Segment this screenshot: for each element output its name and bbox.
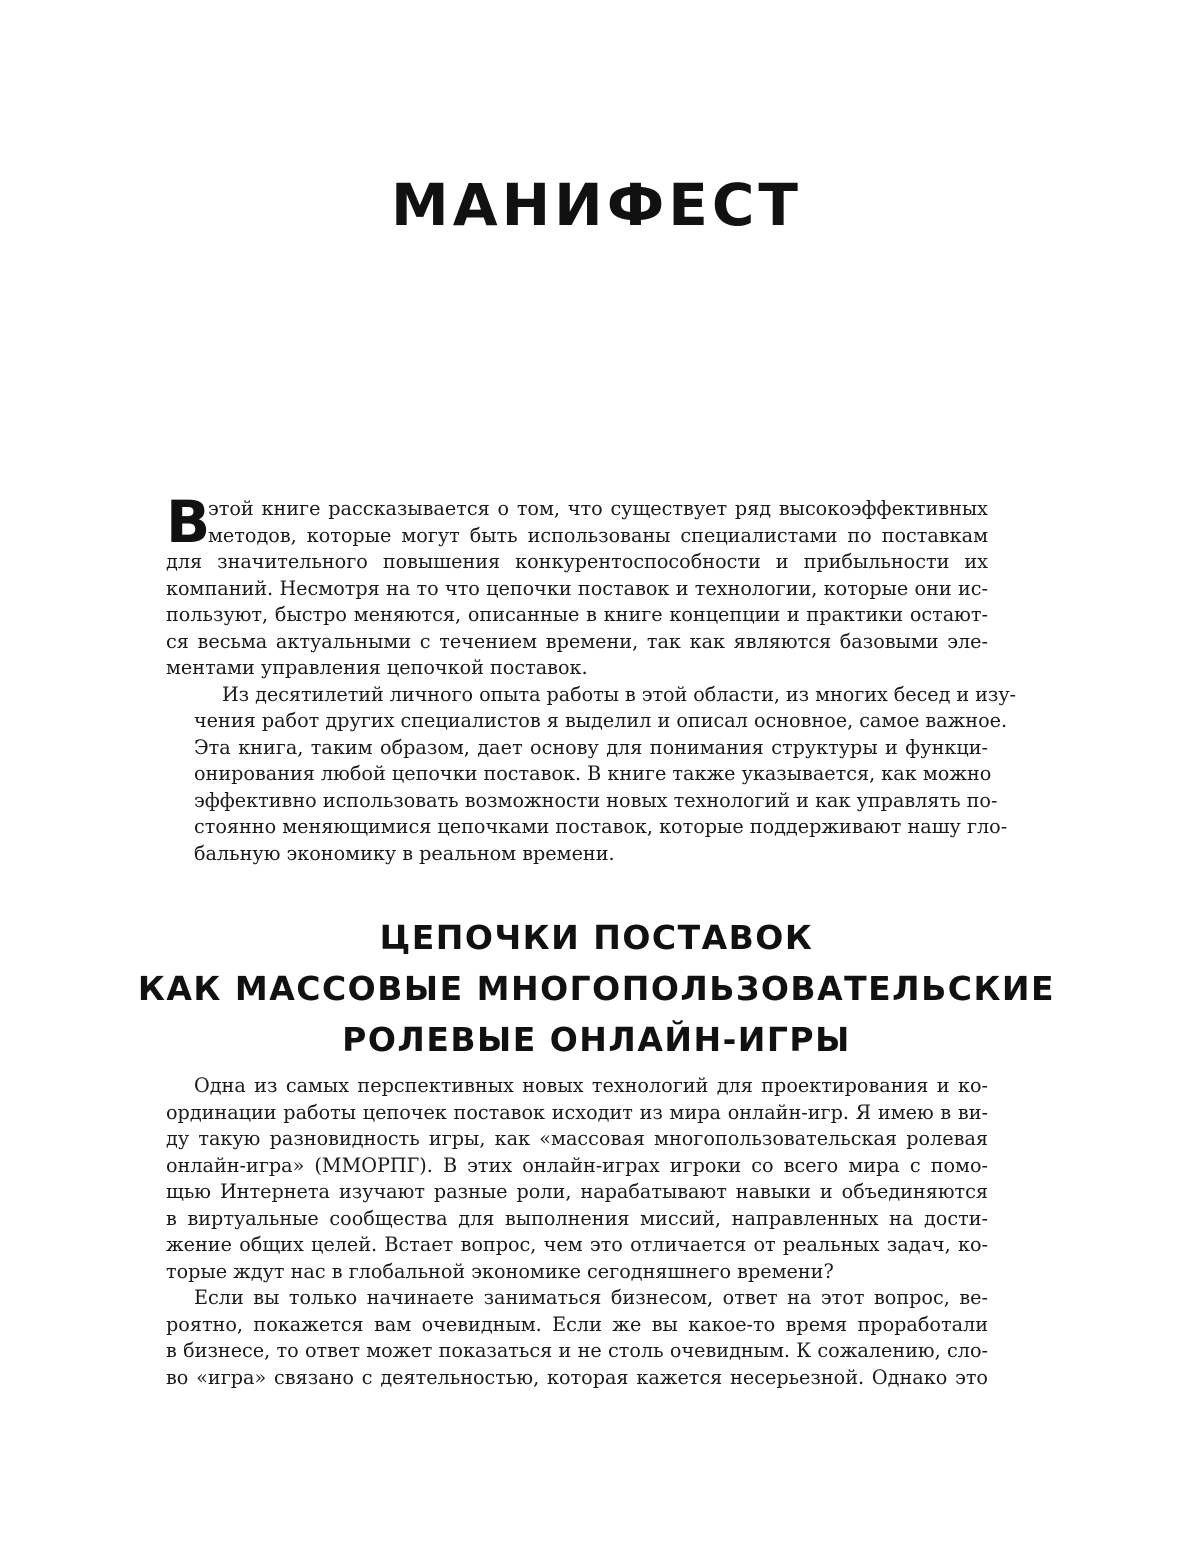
paragraph-line: Если вы только начинаете заниматься бизнесом, ответ на этот вопрос, ве- bbox=[194, 1286, 988, 1309]
section-paragraph-2 bbox=[166, 1285, 988, 1391]
paragraph-line: Эта книга, таким образом, дает основу для понимания структуры и функци- bbox=[194, 735, 988, 759]
paragraph-line: Из десятилетий личного опыта работы в этой области, из многих бесед и изу- bbox=[222, 682, 1016, 706]
paragraph-line: стоянно меняющимися цепочками поставок, которые поддерживают нашу гло- bbox=[194, 815, 1008, 838]
paragraph-line: щью Интернета изучают разные роли, нарабатывают навыки и объединяются bbox=[166, 1180, 988, 1203]
paragraph-line: ординации работы цепочек поставок исходит из мира онлайн-игр. Я имею в ви- bbox=[166, 1100, 988, 1124]
section-text bbox=[166, 1073, 988, 1391]
intro-paragraph-1 bbox=[166, 488, 988, 682]
paragraph-line: Одна из самых перспективных новых технологий для проектирования и ко- bbox=[194, 1074, 988, 1097]
paragraph-line: в виртуальные сообщества для выполнения миссий, направленных на дости- bbox=[166, 1206, 988, 1230]
paragraph-line: эффективно использовать возможности новых технологий и как управлять по- bbox=[194, 788, 998, 812]
paragraph-line: для значительного повышения конкурентоспособности и прибыльности их bbox=[166, 550, 988, 573]
paragraph-line: роятно, покажется вам очевидным. Если же вы какое-то время проработали bbox=[166, 1312, 988, 1336]
paragraph-line: этой книге рассказывается о том, что существует ряд высокоэффективных bbox=[208, 497, 988, 520]
intro-paragraph-2 bbox=[166, 682, 1016, 868]
section-heading-line: КАК МАССОВЫЕ МНОГОПОЛЬЗОВАТЕЛЬСКИЕ bbox=[137, 969, 1056, 1008]
paragraph-line: пользуют, быстро меняются, описанные в книге концепции и практики остают- bbox=[166, 603, 988, 626]
section-heading bbox=[0, 912, 1193, 1065]
paragraph-line: ся весьма актуальными с течением времени, так как являются базовыми эле- bbox=[166, 629, 988, 653]
page-title: МАНИФЕСТ bbox=[391, 171, 802, 239]
section-heading-line: ЦЕПОЧКИ ПОСТАВОК bbox=[379, 918, 814, 957]
paragraph-line: ду такую разновидность игры, как «массовая многопользовательская ролевая bbox=[166, 1127, 988, 1150]
paragraph-line: онлайн-игра» (ММОРПГ). В этих онлайн-играх игроки со всего мира с помо- bbox=[166, 1153, 988, 1177]
paragraph-line: жение общих целей. Встает вопрос, чем это отличается от реальных задач, ко- bbox=[166, 1233, 988, 1256]
paragraph-line: торые ждут нас в глобальной экономике сегодняшнего времени? bbox=[166, 1259, 834, 1283]
paragraph-line: онирования любой цепочки поставок. В книге также указывается, как можно bbox=[194, 762, 992, 785]
paragraph-line: ментами управления цепочкой поставок. bbox=[166, 656, 588, 679]
paragraph-line: компаний. Несмотря на то что цепочки поставок и технологии, которые они ис- bbox=[166, 576, 988, 600]
paragraph-line: бальную экономику в реальном времени. bbox=[194, 841, 615, 865]
paragraph-line: во «игра» связано с деятельностью, которая кажется несерьезной. Однако это bbox=[166, 1365, 988, 1389]
paragraph-line: методов, которые могут быть использованы специалистами по поставкам bbox=[208, 523, 988, 547]
paragraph-line: в бизнесе, то ответ может показаться и не столь очевидным. К сожалению, сло- bbox=[166, 1339, 988, 1362]
paragraph-line: чения работ других специалистов я выделил и описал основное, самое важное. bbox=[194, 709, 1008, 732]
dropcap-letter: В bbox=[166, 488, 211, 556]
intro-text bbox=[166, 488, 1016, 867]
section-heading-line: РОЛЕВЫЕ ОНЛАЙН-ИГРЫ bbox=[342, 1020, 851, 1059]
section-paragraph-1 bbox=[166, 1073, 988, 1285]
